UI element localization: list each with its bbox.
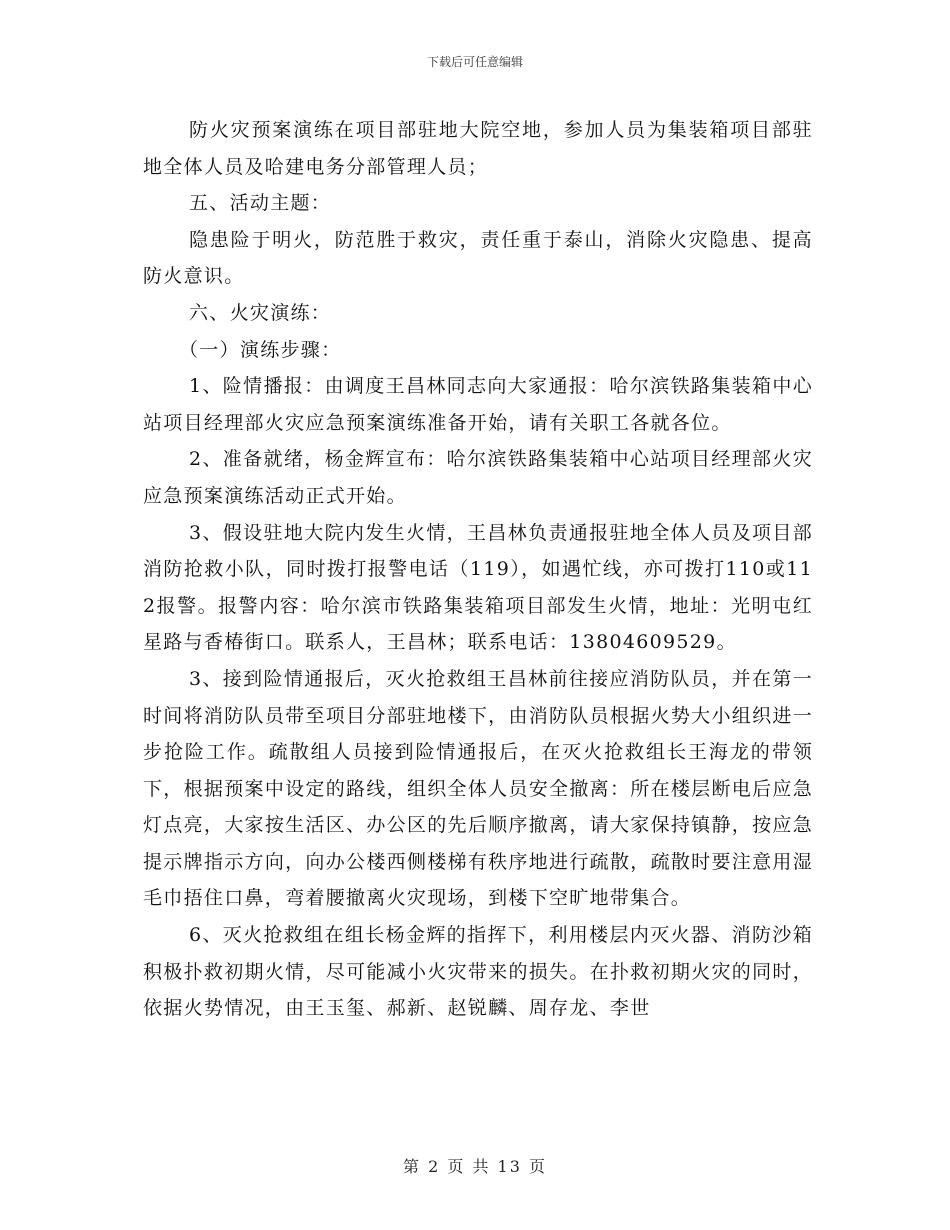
- paragraph-step-1: 1、险情播报：由调度王昌林同志向大家通报：哈尔滨铁路集装箱中心站项目经理部火灾应急预案演练准备开始，请有关职工各就各位。: [143, 375, 813, 434]
- paragraph-step-6: 6、灭火抢救组在组长杨金辉的指挥下，利用楼层内灭火器、消防沙箱积极扑救初期火情，尽可能减小火灾带来的损失。在扑救初期火灾的同时，依据火势情况，由王玉玺、郝新、赵锐麟、周存龙、李世: [143, 924, 813, 1020]
- heading-drill-steps: （一）演练步骤：: [179, 338, 342, 361]
- heading-activity-theme: 五、活动主题：: [189, 192, 332, 215]
- page-header: 下载后可任意编辑: [426, 55, 523, 69]
- page-footer: 第 2 页 共 13 页: [403, 1157, 547, 1176]
- paragraph-drill-location: 防火灾预案演练在项目部驻地大院空地，参加人员为集装箱项目部驻地全体人员及哈建电务分部管理人员；: [143, 119, 813, 178]
- document-body: [143, 112, 813, 1027]
- heading-fire-drill: 六、火灾演练：: [189, 301, 332, 324]
- paragraph-step-3b: 3、接到险情通报后，灭火抢救组王昌林前往接应消防队员，并在第一时间将消防队员带至项目分部驻地楼下，由消防队员根据火势大小组织进一步抢险工作。疏散组人员接到险情通报后，在灭火抢救组长王海龙的带领下，根据预案中设定的路线，组织全体人员安全撤离：所在楼层断电后应急灯点亮，大家按生活区、办公区的先后顺序撤离，请大家保持镇静，按应急提示牌指示方向，向办公楼西侧楼梯有秩序地进行疏散，疏散时要注意用湿毛巾捂住口鼻，弯着腰撤离火灾现场，到楼下空旷地带集合。: [143, 667, 813, 910]
- paragraph-theme-text: 隐患险于明火，防范胜于救灾，责任重于泰山，消除火灾隐患、提高防火意识。: [143, 228, 813, 288]
- paragraph-step-2: 2、准备就绪，杨金辉宣布：哈尔滨铁路集装箱中心站项目经理部火灾应急预案演练活动正式开始。: [143, 448, 813, 507]
- paragraph-step-3a: 3、假设驻地大院内发生火情，王昌林负责通报驻地全体人员及项目部消防抢救小队，同时拨打报警电话（119），如遇忙线，亦可拨打110或112报警。报警内容：哈尔滨市铁路集装箱项目部发生火情，地址：光明屯红星路与香椿街口。联系人，王昌林；联系电话：13804609529。: [143, 521, 813, 654]
